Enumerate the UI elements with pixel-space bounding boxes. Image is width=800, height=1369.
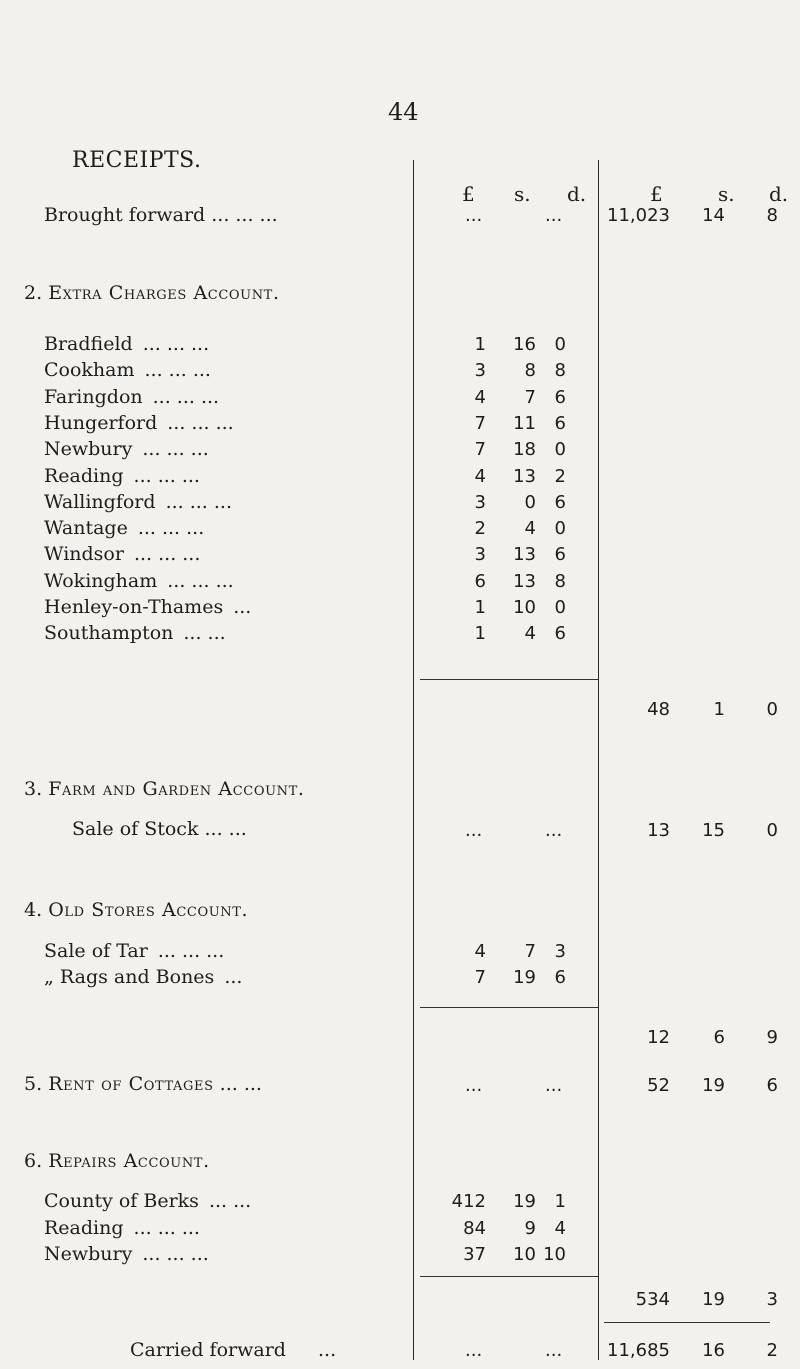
section-total-pounds: 12	[647, 1027, 670, 1048]
row-pence: 0	[554, 334, 566, 355]
leader-dots: ...	[224, 966, 243, 988]
ledger-row	[44, 940, 224, 962]
section-total-shillings: 15	[702, 820, 725, 841]
brought-forward-shillings: 14	[702, 205, 725, 226]
row-label: Reading	[44, 1216, 124, 1239]
row-pence: 4	[554, 1217, 566, 1239]
brought-forward-inner-dots: ...	[545, 205, 563, 226]
column-rule-left	[413, 160, 414, 1360]
section-total-shillings: 19	[702, 1289, 725, 1310]
row-label: Faringdon	[44, 385, 143, 408]
ledger-row	[44, 359, 211, 381]
header-shillings-total: s.	[718, 182, 735, 206]
leader-dots: ...	[318, 1339, 337, 1361]
row-pounds: 4	[474, 941, 486, 962]
ledger-row	[44, 596, 251, 618]
carried-forward-label: Carried forward	[130, 1339, 286, 1361]
section-heading	[24, 282, 280, 304]
row-pounds: 3	[474, 360, 486, 382]
section-number: 5.	[24, 1073, 43, 1095]
column-rule-right	[598, 160, 599, 1360]
ledger-row	[44, 1243, 209, 1265]
row-label: Reading	[44, 464, 124, 487]
row-shillings: 4	[524, 623, 536, 645]
row-pounds: 4	[474, 465, 486, 487]
carried-forward-pounds: 11,685	[607, 1340, 670, 1361]
row-pounds: 37	[463, 1244, 486, 1265]
ledger-row	[44, 491, 232, 513]
grand-total-rule	[604, 1322, 770, 1323]
leader-dots: ... ... ...	[211, 204, 278, 226]
brought-forward-label: Brought forward	[44, 204, 206, 226]
leader-dots: ... ... ...	[167, 411, 234, 434]
row-shillings: 9	[524, 1217, 536, 1239]
row-label: Southampton	[44, 622, 174, 645]
section-heading	[24, 1073, 262, 1095]
row-pounds: 2	[474, 518, 486, 540]
section-total-shillings: 1	[713, 699, 725, 720]
row-shillings: 7	[524, 386, 536, 408]
leader-dots: ... ... ...	[133, 543, 201, 566]
leader-dots: ... ... ...	[142, 333, 210, 355]
section-number: 3.	[24, 778, 43, 800]
ledger-row	[44, 465, 200, 487]
leader-dots: ... ... ...	[142, 1243, 209, 1265]
leader-dots: ... ...	[204, 818, 247, 840]
inner-dots: ...	[465, 820, 483, 841]
ledger-row	[44, 622, 226, 644]
inner-dots: ...	[545, 820, 563, 841]
section-total-pence: 9	[766, 1027, 778, 1048]
leader-dots: ... ... ...	[144, 359, 211, 382]
brought-forward-pence: 8	[766, 205, 778, 226]
row-pounds: 3	[474, 491, 486, 513]
row-pence: 6	[554, 491, 566, 513]
inner-dots: ...	[545, 1075, 563, 1096]
carried-forward-row	[130, 1339, 336, 1361]
row-label: Sale of Tar	[44, 940, 148, 962]
page-title: RECEIPTS.	[72, 148, 202, 173]
header-pounds-inner: £	[462, 182, 475, 206]
carried-forward-shillings: 16	[702, 1340, 725, 1361]
row-label: Cookham	[44, 359, 135, 382]
section-total-shillings: 6	[713, 1027, 725, 1048]
section-total-pence: 0	[766, 820, 778, 841]
carried-forward-inner-dots: ...	[545, 1340, 563, 1361]
row-pence: 6	[554, 412, 566, 434]
row-label: Hungerford	[44, 411, 158, 434]
row-label: Wallingford	[44, 490, 156, 513]
row-pounds: 4	[474, 386, 486, 408]
ledger-row	[44, 543, 200, 565]
carried-forward-inner-dots: ...	[465, 1340, 483, 1361]
ledger-row	[44, 412, 234, 434]
ledger-row	[44, 438, 209, 460]
leader-dots: ... ... ...	[165, 490, 232, 513]
row-shillings: 19	[513, 1191, 536, 1212]
section-title: Old Stores Account.	[48, 899, 249, 921]
row-pence: 3	[554, 941, 566, 962]
leader-dots: ... ... ...	[152, 385, 220, 408]
row-pence: 8	[554, 570, 566, 592]
ledger-row	[44, 966, 242, 988]
leader-dots: ... ... ...	[133, 464, 200, 487]
section-total-pounds: 13	[647, 820, 670, 841]
row-pence: 0	[554, 439, 566, 461]
row-pence: 8	[554, 360, 566, 382]
subtotal-rule	[420, 679, 598, 680]
row-label: Newbury	[44, 1243, 133, 1265]
leader-dots: ... ... ...	[137, 517, 205, 540]
row-label: Henley-on-Thames	[44, 596, 224, 618]
leader-dots: ... ... ...	[167, 569, 234, 592]
row-label: Bradfield	[44, 333, 133, 355]
row-pence: 0	[554, 518, 566, 540]
row-label: County of Berks	[44, 1190, 199, 1212]
leader-dots: ... ... ...	[142, 438, 209, 461]
row-pounds: 3	[474, 544, 486, 566]
header-shillings-inner: s.	[514, 182, 531, 206]
row-label: „ Rags and Bones	[44, 966, 215, 988]
row-pounds: 7	[474, 412, 486, 434]
subtotal-rule	[420, 1007, 598, 1008]
row-label: Wantage	[44, 517, 128, 540]
carried-forward-pence: 2	[766, 1340, 778, 1361]
row-label: Sale of Stock	[72, 818, 199, 840]
ledger-row-label	[72, 818, 247, 840]
section-title: Repairs Account.	[48, 1150, 210, 1172]
row-pence: 2	[554, 465, 566, 487]
row-shillings: 11	[513, 412, 536, 434]
row-shillings: 18	[513, 439, 536, 461]
row-pounds: 7	[474, 439, 486, 461]
row-shillings: 13	[513, 570, 536, 592]
leader-dots: ... ...	[183, 622, 226, 645]
brought-forward-pounds: 11,023	[607, 205, 670, 226]
section-total-pence: 3	[766, 1289, 778, 1310]
row-label: Wokingham	[44, 569, 158, 592]
row-shillings: 13	[513, 544, 536, 566]
leader-dots: ... ... ...	[157, 940, 225, 962]
row-pounds: 1	[474, 623, 486, 645]
row-pence: 0	[554, 597, 566, 618]
section-total-pounds: 48	[647, 699, 670, 720]
row-shillings: 19	[513, 967, 536, 988]
leader-dots: ...	[233, 596, 252, 618]
row-shillings: 0	[524, 491, 536, 513]
row-shillings: 16	[513, 334, 536, 355]
section-title: Extra Charges Account.	[48, 282, 280, 304]
ledger-row	[44, 1217, 200, 1239]
row-pounds: 412	[451, 1191, 486, 1212]
row-shillings: 10	[513, 1244, 536, 1265]
row-label: Newbury	[44, 438, 133, 461]
leader-dots: ... ... ...	[133, 1216, 200, 1239]
section-number: 2.	[24, 282, 43, 304]
row-shillings: 4	[524, 518, 536, 540]
row-shillings: 10	[513, 597, 536, 618]
row-pounds: 1	[474, 597, 486, 618]
brought-forward-row	[44, 204, 278, 226]
row-pounds: 6	[474, 570, 486, 592]
row-pence: 1	[554, 1191, 566, 1212]
row-pence: 6	[554, 386, 566, 408]
ledger-row	[44, 386, 219, 408]
ledger-row	[44, 1190, 251, 1212]
leader-dots: ... ...	[219, 1073, 262, 1095]
row-pence: 6	[554, 623, 566, 645]
page-number: 44	[388, 98, 419, 126]
header-pounds-total: £	[650, 182, 663, 206]
ledger-row	[44, 570, 234, 592]
section-heading	[24, 1150, 210, 1172]
section-number: 6.	[24, 1150, 43, 1172]
ledger-row	[44, 333, 209, 355]
row-pounds: 1	[474, 334, 486, 355]
row-pounds: 7	[474, 967, 486, 988]
row-label: Windsor	[44, 543, 124, 566]
section-heading	[24, 899, 248, 921]
row-shillings: 8	[524, 360, 536, 382]
row-pence: 6	[554, 544, 566, 566]
row-pounds: 84	[463, 1217, 486, 1239]
header-pence-total: d.	[769, 182, 789, 206]
section-total-pence: 0	[766, 699, 778, 720]
row-shillings: 13	[513, 465, 536, 487]
header-pence-inner: d.	[567, 182, 587, 206]
section-total-shillings: 19	[702, 1075, 725, 1096]
row-shillings: 7	[524, 941, 536, 962]
section-total-pounds: 534	[635, 1289, 670, 1310]
section-number: 4.	[24, 899, 43, 921]
section-heading	[24, 778, 305, 800]
ledger-row	[44, 517, 204, 539]
subtotal-rule	[420, 1276, 598, 1277]
section-title: Farm and Garden Account.	[48, 778, 305, 800]
section-title: Rent of Cottages	[48, 1073, 214, 1095]
row-pence: 6	[554, 967, 566, 988]
section-total-pounds: 52	[647, 1075, 670, 1096]
brought-forward-inner-dots: ...	[465, 205, 483, 226]
inner-dots: ...	[465, 1075, 483, 1096]
row-pence: 10	[543, 1244, 566, 1265]
section-total-pence: 6	[766, 1075, 778, 1096]
leader-dots: ... ...	[208, 1190, 252, 1212]
